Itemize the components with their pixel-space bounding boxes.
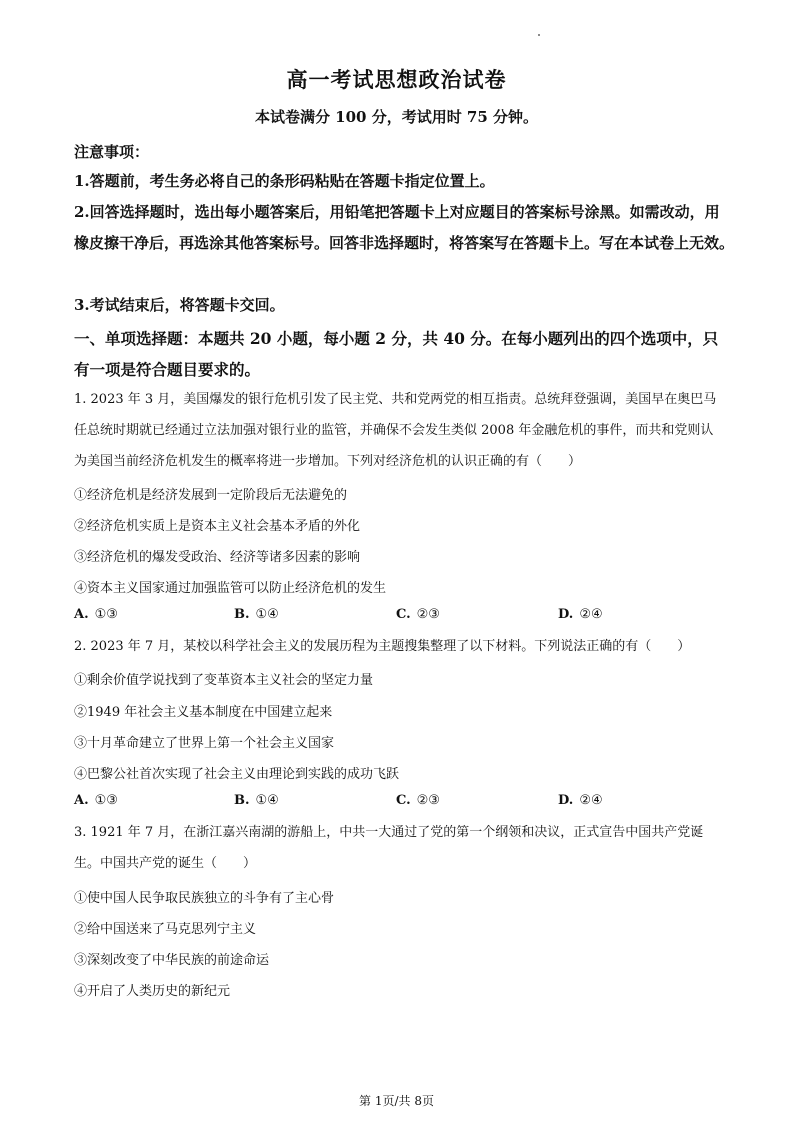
question-2-choices [74,793,674,813]
choice-a[interactable]: A. ①③ [74,793,118,808]
question-1-choices [74,607,674,627]
question-3-option-3: ③深刻改变了中华民族的前途命运 [74,953,270,968]
note-2: 2.回答选择题时，选出每小题答案后，用铅笔把答题卡上对应题目的答案标号涂黑。如需改动，用橡皮擦干净后，再选涂其他答案标号。回答非选择题时，将答案写在答题卡上。写在本试卷上无效。 [74,203,735,252]
scan-dot [538,34,540,36]
choice-b[interactable]: B. ①④ [234,607,279,622]
choice-b[interactable]: B. ①④ [234,793,279,808]
question-2-option-2: ②1949 年社会主义基本制度在中国建立起来 [74,705,333,720]
notes-heading: 注意事项： [74,143,150,161]
exam-subtitle: 本试卷满分 100 分，考试用时 75 分钟。 [254,108,539,126]
choice-a[interactable]: A. ①③ [74,607,118,622]
section-title: 一、单项选择题：本题共 20 小题，每小题 2 分，共 40 分。在每小题列出的四个选项中，只有一项是符合题目要求的。 [74,329,719,379]
question-1-option-2: ②经济危机实质上是资本主义社会基本矛盾的外化 [74,519,361,534]
note-3: 3.考试结束后，将答题卡交回。 [74,296,285,314]
choice-c[interactable]: C. ②③ [396,607,440,622]
question-2-option-1: ①剩余价值学说找到了变革资本主义社会的坚定力量 [74,673,374,688]
question-2-option-4: ④巴黎公社首次实现了社会主义由理论到实践的成功飞跃 [74,767,400,782]
question-3-option-4: ④开启了人类历史的新纪元 [74,984,231,999]
choice-c[interactable]: C. ②③ [396,793,440,808]
exam-title: 高一考试思想政治试卷 [286,67,507,92]
choice-d[interactable]: D. ②④ [558,793,603,808]
question-1-option-3: ③经济危机的爆发受政治、经济等诸多因素的影响 [74,550,361,565]
question-3-stem: 3. 1921 年 7 月，在浙江嘉兴南湖的游船上，中共一大通过了党的第一个纲领和决议，正式宣告中国共产党诞生。中国共产党的诞生（ ） [74,825,704,871]
note-1: 1.答题前，考生务必将自己的条形码粘贴在答题卡指定位置上。 [74,172,495,190]
question-3-option-1: ①使中国人民争取民族独立的斗争有了主心骨 [74,891,335,906]
question-1-stem: 1. 2023 年 3 月，美国爆发的银行危机引发了民主党、共和党两党的相互指责。总统拜登强调，美国早在奥巴马任总统时期就已经通过立法加强对银行业的监管，并确保不会发生类似 2008 年金融危机的事件，而共和党则认为美国当前经济危机发生的概率将进一步增加。下列对经济危机的认识正确的有（ ） [74,392,717,469]
question-2-option-3: ③十月革命建立了世界上第一个社会主义国家 [74,736,335,751]
page-number: 第 1页/共 8页 [359,1094,434,1108]
question-1-option-1: ①经济危机是经济发展到一定阶段后无法避免的 [74,488,348,503]
choice-d[interactable]: D. ②④ [558,607,603,622]
question-2-stem: 2. 2023 年 7 月，某校以科学社会主义的发展历程为主题搜集整理了以下材料。下列说法正确的有（ ） [74,639,691,654]
question-1-option-4: ④资本主义国家通过加强监管可以防止经济危机的发生 [74,581,387,596]
question-3-option-2: ②给中国送来了马克思列宁主义 [74,922,257,937]
